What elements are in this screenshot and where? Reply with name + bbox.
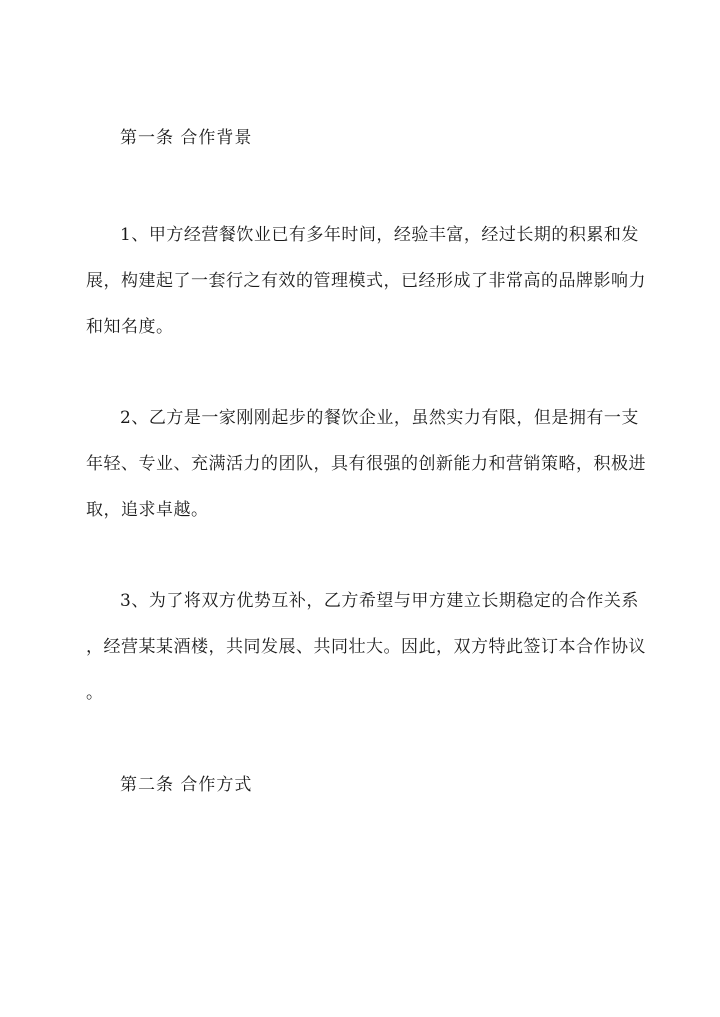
paragraph-line: 年轻、专业、充满活力的团队，具有很强的创新能力和营销策略，积极进	[86, 454, 646, 474]
paragraph-line: 和知名度。	[86, 317, 174, 337]
paragraph-line: 1、甲方经营餐饮业已有多年时间，经验丰富，经过长期的积累和发	[120, 225, 639, 245]
section-heading-1: 第一条 合作背景	[120, 128, 253, 148]
paragraph-line: 2、乙方是一家刚刚起步的餐饮企业，虽然实力有限，但是拥有一支	[120, 408, 639, 428]
paragraph-line: 3、为了将双方优势互补，乙方希望与甲方建立长期稳定的合作关系	[120, 591, 639, 611]
section-heading-2: 第二条 合作方式	[120, 775, 253, 795]
paragraph-line: 展，构建起了一套行之有效的管理模式，已经形成了非常高的品牌影响力	[86, 271, 646, 291]
paragraph-line: ，经营某某酒楼，共同发展、共同壮大。因此，双方特此签订本合作协议	[86, 637, 646, 657]
paragraph-line: 。	[86, 683, 104, 703]
paragraph-1	[86, 212, 646, 350]
paragraph-3	[86, 578, 646, 716]
paragraph-2	[86, 395, 646, 533]
paragraph-line: 取，追求卓越。	[86, 500, 209, 520]
